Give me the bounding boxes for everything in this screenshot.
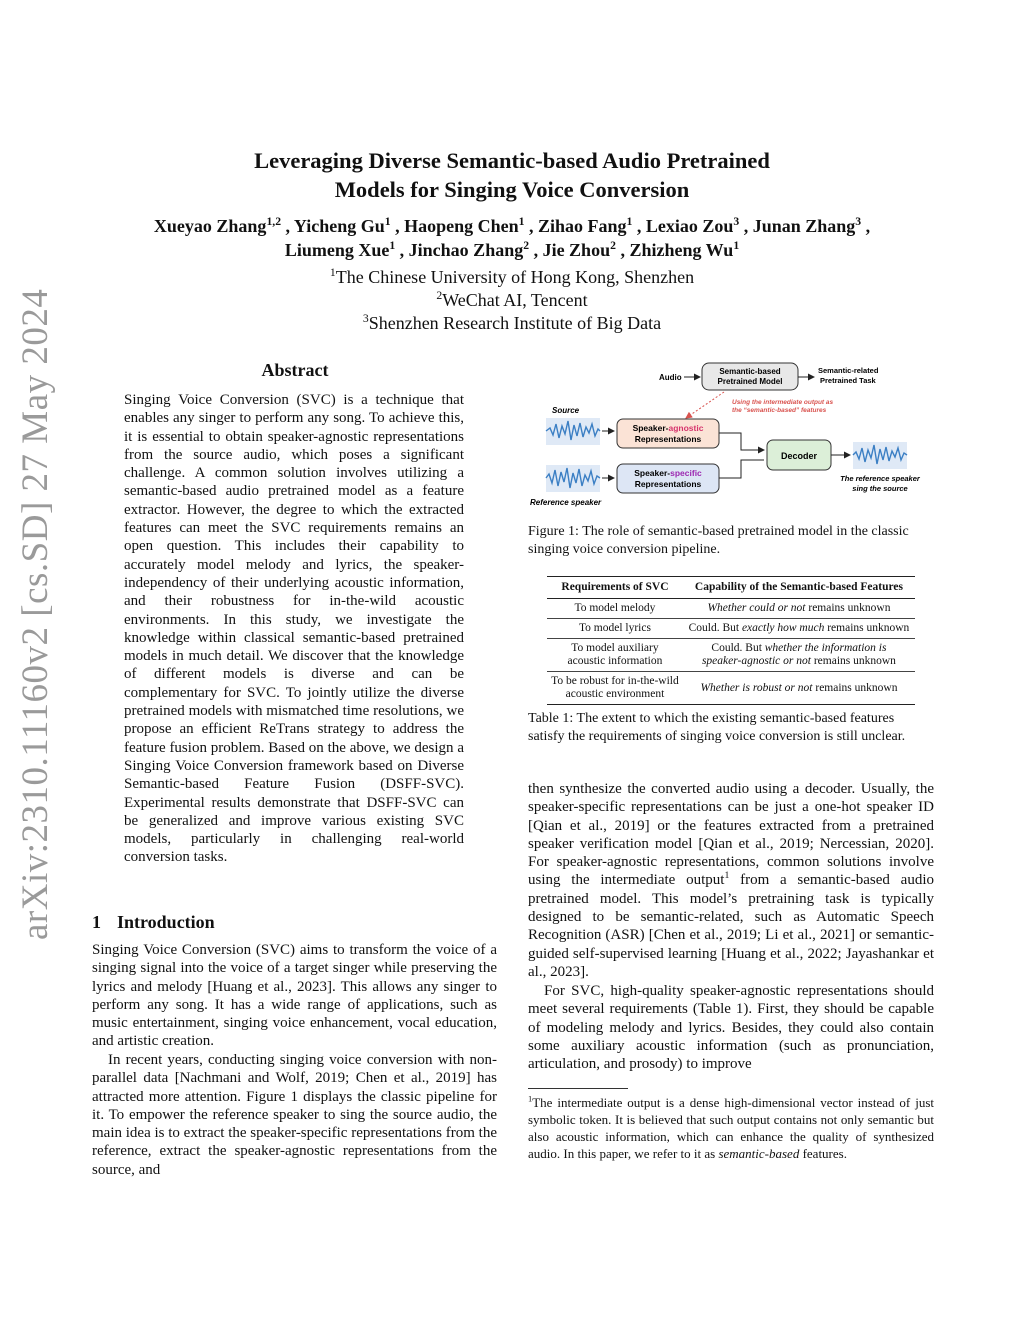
- fig-pretrained-line2: Pretrained Model: [717, 377, 783, 386]
- fig-specific-line2: Representations: [634, 479, 702, 489]
- figure-1-pipeline-diagram: [528, 358, 934, 518]
- right-paragraph-1: then synthesize the converted audio using a decoder. Usually, the speaker-specific representations can be just a one-hot speaker ID [Qian et al., 2019] or the features extracted from a pretrained speaker verification model [Qian et al., 2019; Nercessian, 2020]. For speaker-agnostic representations, common solutions involve using the intermediate output$^1$ from a semantic-based audio pretrained model. This model’s pretraining task is typically designed to be semantic-related, such as Automatic Speech Recognition (ASR) [Chen et al., 2019; Li et al., 2021] or semantic-guided self-supervised learning [Huang et al., 2022; Jayashankar et al., 2023].: [528, 781, 934, 980]
- affiliation-1: $^1$The Chinese University of Hong Kong, Shenzhen: [329, 266, 695, 287]
- table-row: [547, 639, 915, 672]
- arxiv-side-stamp: arXiv:2310.11160v2 [cs.SD] 27 May 2024: [15, 288, 56, 940]
- author-name: Jie Zhou: [542, 240, 611, 260]
- fig-source-waveform: [546, 418, 600, 445]
- fig-task-line2: Pretrained Task: [820, 376, 876, 385]
- affiliation-3: $^3$Shenzhen Research Institute of Big Data: [362, 312, 662, 333]
- table-row: [547, 619, 915, 639]
- title-line-2: Models for Singing Voice Conversion: [334, 177, 690, 202]
- table-cell: To be robust for in-the-wild acoustic environment: [547, 672, 683, 705]
- author-name: Liumeng Xue: [284, 240, 390, 260]
- right-paragraph-2: For SVC, high-quality speaker-agnostic representations should meet several requirements (Table 1). First, they should be capable of modeling melody and lyrics. Besides, they could also contain some auxiliary acoustic information (such as pronunciation, articulation, and prosody) to improve: [528, 983, 934, 1073]
- author-name: Haopeng Chen: [404, 216, 519, 236]
- author-name: Lexiao Zou: [645, 216, 734, 236]
- fig-audio-label: Audio: [659, 373, 682, 382]
- affiliation-2: $^2$WeChat AI, Tencent: [436, 289, 588, 310]
- section-number: 1: [92, 912, 101, 932]
- fig-source-label: Source: [552, 406, 580, 415]
- section-heading-introduction: [92, 912, 215, 933]
- author-name: Jinchao Zhang: [408, 240, 524, 260]
- fig-output-line1: The reference speaker: [840, 474, 920, 483]
- footnote-rule: [528, 1088, 628, 1089]
- table-cell: To model melody: [547, 599, 683, 619]
- paper-title: [150, 146, 874, 204]
- abstract-heading: Abstract: [261, 360, 329, 380]
- table-header-cell: Capability of the Semantic-based Features: [683, 577, 915, 599]
- author-name: Junan Zhang: [752, 216, 856, 236]
- table-header-row: [547, 577, 915, 599]
- table-row: [547, 599, 915, 619]
- title-line-1: Leveraging Diverse Semantic-based Audio Pretrained: [254, 148, 770, 173]
- author-name: Xueyao Zhang: [153, 216, 267, 236]
- table-1-caption: Table 1: The extent to which the existing semantic-based features satisfy the requirements of singing voice conversion is still unclear.: [528, 711, 906, 744]
- abstract-text: Singing Voice Conversion (SVC) is a technique that enables any singer to perform any song. To achieve this, it is essential to obtain speaker-agnostic representations from the source audio, which poses a significant challenge. A common solution involves utilizing a semantic-based audio pretrained model as a feature extractor. However, the degree to which the extracted features can meet the SVC requirements remains an open question. This includes their capability to accurately model melody and lyrics, the speaker-independency of their underlying acoustic information, and their robustness for in-the-wild acoustic environments. In this study, we investigate the knowledge within classical semantic-based pretrained models in much detail. We discover that the knowledge of different models is diverse and can be complementary for SVC. To jointly utilize the diverse pretrained models with mismatched time resolutions, we propose an efficient ReTrans strategy to address the feature fusion problem. Based on the above, we design a Singing Voice Conversion framework based on Diverse Semantic-based Feature Fusion (DSFF-SVC). Experimental results demonstrate that DSFF-SVC can be generalized and improve various existing SVC models, particularly in challenging real-world conversion tasks.: [124, 392, 464, 866]
- author-name: Zhizheng Wu: [629, 240, 734, 260]
- fig-output-line2: sing the source: [852, 484, 908, 493]
- author-list: Xueyao Zhang$^{1,2}$ , Yicheng Gu$^1$ , Haopeng Chen$^1$ , Zihao Fang$^1$ , Lexiao Zou$^3$ , Junan Zhang$^3$ , Liumeng Xue$^1$ , Jinchao Zhang$^2$ , Jie Zhou$^2$ , Zhizheng Wu$^1$: [153, 215, 871, 260]
- fig-reference-waveform: [546, 465, 600, 492]
- fig-note-line2: the “semantic-based” features: [732, 407, 827, 414]
- intro-paragraph-2: In recent years, conducting singing voice conversion with non-parallel data [Nachmani and Wolf, 2019; Chen et al., 2019] has attracted more attention. Figure 1 displays the classic pipeline for it. To empower the reference speaker to sing the source audio, the main idea is to extract the speaker-specific representations from the reference, extract the speaker-agnostic representations from the source, and: [92, 1052, 497, 1178]
- fig-arrow-agnostic-to-decoder: [719, 433, 764, 450]
- table-header-cell: Requirements of SVC: [547, 577, 683, 599]
- fig-arrow-specific-to-decoder: [719, 460, 764, 478]
- fig-output-waveform: [853, 442, 907, 469]
- table-cell: Whether is robust or not remains unknown: [683, 672, 915, 705]
- fig-agnostic-line1: Speaker-agnostic: [632, 423, 704, 433]
- fig-note-line1: Using the intermediate output as: [732, 399, 834, 406]
- table-cell: Whether could or not remains unknown: [683, 599, 915, 619]
- fig-dashed-arrow: [686, 392, 724, 418]
- table-cell: Could. But exactly how much remains unknown: [683, 619, 915, 639]
- figure-1-caption: Figure 1: The role of semantic-based pretrained model in the classic singing voice conversion pipeline.: [528, 524, 909, 557]
- footnote: $^1$The intermediate output is a dense high-dimensional vector instead of just symbolic token. It is believed that such output contains not only semantic but also acoustic information, which can enhance the quality of synthesized audio. In this paper, we refer to it as semantic-based features.: [528, 1093, 934, 1161]
- author-name: Yicheng Gu: [293, 216, 385, 236]
- table-cell: Could. But whether the information is speaker-agnostic or not remains unknown: [683, 639, 915, 672]
- fig-pretrained-line1: Semantic-based: [719, 367, 781, 376]
- fig-agnostic-line2: Representations: [634, 434, 702, 444]
- fig-specific-line1: Speaker-specific: [634, 468, 702, 478]
- intro-paragraph-1: Singing Voice Conversion (SVC) aims to transform the voice of a singing signal into the voice of a target singer while preserving the lyrics and melody [Huang et al., 2023]. This allows any singer to perform any song. It has a wide range of applications, such as music entertainment, singing voice enhancement, vocal education, and artistic creation.: [92, 942, 497, 1050]
- fig-decoder-label: Decoder: [780, 451, 818, 461]
- table-cell: To model auxiliary acoustic information: [547, 639, 683, 672]
- table-cell: To model lyrics: [547, 619, 683, 639]
- section-title: Introduction: [117, 912, 215, 932]
- author-name: Zihao Fang: [537, 216, 627, 236]
- fig-reference-label: Reference speaker: [530, 498, 602, 507]
- fig-task-line1: Semantic-related: [818, 366, 879, 375]
- table-1: [547, 576, 915, 705]
- table-row: [547, 672, 915, 705]
